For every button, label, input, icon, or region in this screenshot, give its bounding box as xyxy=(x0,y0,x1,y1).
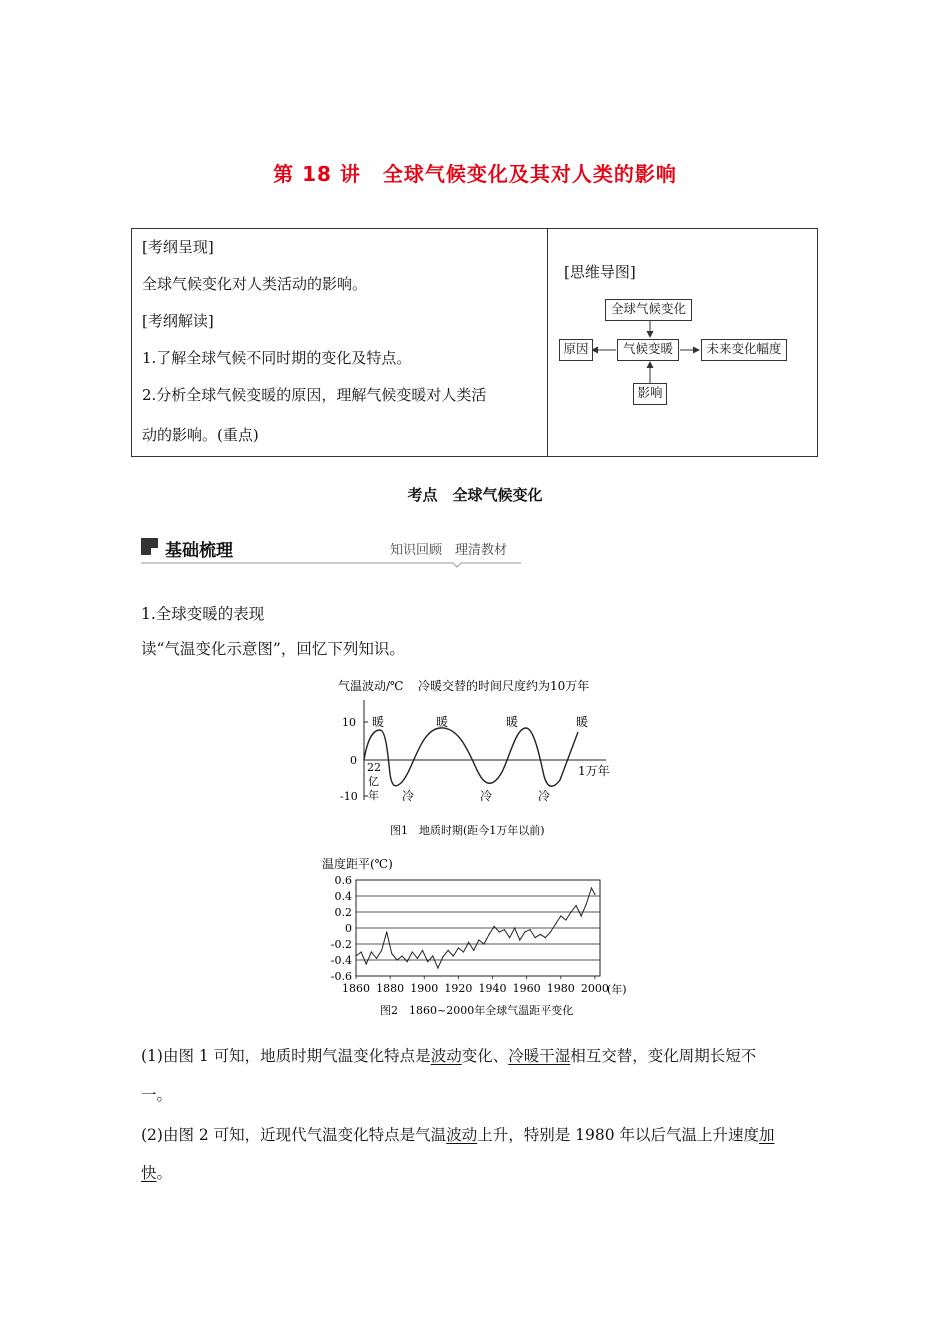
section-bar-tag: 知识回顾 理清教材 xyxy=(390,543,508,558)
fig2-data-point xyxy=(376,958,377,959)
fig1-title: 冷暖交替的时间尺度约为10万年 xyxy=(418,679,590,693)
fig2-data-point xyxy=(514,927,515,928)
page-title xyxy=(0,158,950,187)
fig2-data-point xyxy=(442,956,443,957)
fig2-xtick: 1900 xyxy=(410,982,439,995)
mindmap-node-bottom: 影响 xyxy=(633,383,667,405)
outline-item-2-line-2: 动的影响。(重点) xyxy=(142,426,259,444)
p2-answer-1: 波动 xyxy=(446,1126,478,1144)
fig2-data-point xyxy=(437,967,438,968)
fig2-data-point xyxy=(448,950,449,951)
fig2-caption: 图2 1860~2000年全球气温距平变化 xyxy=(380,1004,574,1017)
outline-table xyxy=(131,228,818,457)
fig2-data-point xyxy=(540,934,541,935)
figure-1-chart xyxy=(330,672,620,842)
fig2-xtick: 1920 xyxy=(444,982,473,995)
body-intro: 读“气温变化示意图”，回忆下列知识。 xyxy=(141,640,405,658)
fig2-data-point xyxy=(570,911,571,912)
fig2-xtick: 2000 xyxy=(580,982,609,995)
mindmap-node-top: 全球气候变化 xyxy=(605,299,692,321)
p1-answer-2: 冷暖干湿 xyxy=(508,1047,571,1065)
fig1-curve xyxy=(364,728,578,786)
fig2-data-point xyxy=(550,931,551,932)
fig1-cold-label: 冷 xyxy=(480,789,493,803)
fig2-data-point xyxy=(381,950,382,951)
title-main: 全球气候变化及其对人类的影响 xyxy=(382,162,677,186)
fig2-data-point xyxy=(535,937,536,938)
section-underline xyxy=(141,560,521,568)
fig2-ylabel: 温度距平(℃) xyxy=(322,857,393,871)
fig1-cold-label: 冷 xyxy=(402,789,415,803)
fig1-start-label: 亿 xyxy=(368,775,379,788)
fig2-data-point xyxy=(509,937,510,938)
fig1-start-label: 年 xyxy=(368,789,379,802)
figure-2-chart xyxy=(318,852,638,1024)
fig2-xtick: 1880 xyxy=(376,982,405,995)
mindmap-title: [思维导图] xyxy=(564,263,636,281)
fig2-data-point xyxy=(473,950,474,951)
fig1-xlabel: 1万年 xyxy=(578,764,610,778)
fig2-data-point xyxy=(529,929,530,930)
outline-heading-2: [考纲解读] xyxy=(142,312,214,330)
fig2-data-point xyxy=(396,959,397,960)
fig2-data-point xyxy=(488,934,489,935)
fig1-warm-label: 暖 xyxy=(506,715,519,729)
p1-text-c: 相互交替，变化周期长短不 xyxy=(570,1047,757,1065)
mindmap-node-center: 气候变暖 xyxy=(617,339,679,361)
fig2-data-point xyxy=(427,961,428,962)
fig2-data-point xyxy=(545,937,546,938)
fig2-data-point xyxy=(391,953,392,954)
fig2-xtick: 1940 xyxy=(478,982,507,995)
fig1-warm-label: 暖 xyxy=(576,715,589,729)
fig2-ytick: -0.4 xyxy=(330,954,352,967)
p1-text-b: 变化、 xyxy=(461,1047,509,1065)
fig2-data-point xyxy=(478,939,479,940)
fig2-data-point xyxy=(417,958,418,959)
paragraph-1 xyxy=(141,1044,756,1066)
fig2-data-point xyxy=(499,931,500,932)
outline-text-1: 全球气候变化对人类活动的影响。 xyxy=(142,275,368,293)
fig2-data-point xyxy=(504,929,505,930)
fig2-data-point xyxy=(494,926,495,927)
outline-item-1: 1.了解全球气候不同时期的变化及特点。 xyxy=(142,349,412,367)
outline-item-2-line-1: 2.分析全球气候变暖的原因，理解气候变暖对人类活 xyxy=(142,386,487,404)
paragraph-2-cont xyxy=(141,1161,172,1183)
fig2-data-point xyxy=(519,939,520,940)
fig2-xtick: 1980 xyxy=(546,982,575,995)
fig2-data-point xyxy=(412,951,413,952)
fig2-plot-area xyxy=(331,874,609,995)
fig2-data-point xyxy=(594,894,595,895)
fig1-ylabel: 气温波动/℃ xyxy=(338,679,404,693)
fig2-data-point xyxy=(371,951,372,952)
section-square-icon xyxy=(141,538,158,555)
fig2-ytick: 0 xyxy=(345,922,352,935)
fig2-ytick: -0.2 xyxy=(330,938,352,951)
fig2-data-point xyxy=(463,951,464,952)
fig2-data-point xyxy=(560,915,561,916)
p2-text-b: 上升，特别是 1980 年以后气温上升速度 xyxy=(477,1126,760,1144)
fig2-data-point xyxy=(524,931,525,932)
fig2-data-point xyxy=(432,955,433,956)
p2-text-a: (2)由图 2 可知，近现代气温变化特点是气温 xyxy=(141,1126,447,1144)
fig1-ytick: 0 xyxy=(350,754,357,767)
fig2-ytick: 0.2 xyxy=(334,906,352,919)
section-bar-title: 基础梳理 xyxy=(165,541,233,561)
fig2-data-point xyxy=(576,905,577,906)
fig2-xlabel: (年) xyxy=(607,983,627,996)
fig1-warm-label: 暖 xyxy=(436,715,449,729)
fig2-data-point xyxy=(483,943,484,944)
fig2-data-point xyxy=(453,955,454,956)
fig2-data-point xyxy=(422,950,423,951)
fig2-xtick: 1960 xyxy=(512,982,541,995)
p1-text-a: (1)由图 1 可知，地质时期气温变化特点是 xyxy=(141,1047,431,1065)
fig2-data-point xyxy=(591,887,592,888)
outline-heading-1: [考纲呈现] xyxy=(142,238,214,256)
p2-end: 。 xyxy=(156,1164,173,1182)
fig2-ytick: 0.6 xyxy=(334,874,352,887)
fig2-data-point xyxy=(468,942,469,943)
p2-answer-2a: 加 xyxy=(759,1126,775,1144)
paragraph-1-cont: 一。 xyxy=(141,1086,173,1104)
fig2-data-point xyxy=(355,955,356,956)
fig2-data-point xyxy=(581,915,582,916)
fig1-ytick: 10 xyxy=(342,716,356,729)
fig2-data-point xyxy=(555,923,556,924)
fig2-data-point xyxy=(586,903,587,904)
fig1-start-label: 22 xyxy=(367,761,381,774)
fig2-xtick: 1860 xyxy=(342,982,370,995)
title-prefix: 第 18 讲 xyxy=(273,162,361,186)
fig1-cold-label: 冷 xyxy=(538,789,551,803)
fig1-warm-label: 暖 xyxy=(372,715,385,729)
paragraph-2 xyxy=(141,1123,775,1145)
fig2-ytick: -0.6 xyxy=(330,970,352,983)
mindmap-node-right: 未来变化幅度 xyxy=(701,339,787,361)
fig2-data-point xyxy=(565,919,566,920)
fig2-data-point xyxy=(386,931,387,932)
fig2-data-point xyxy=(407,961,408,962)
p1-answer-1: 波动 xyxy=(430,1047,462,1065)
p2-answer-2b: 快 xyxy=(141,1164,157,1182)
fig2-data-point xyxy=(401,955,402,956)
mindmap-node-left: 原因 xyxy=(559,339,593,361)
fig2-data-point xyxy=(458,947,459,948)
fig2-ytick: 0.4 xyxy=(334,890,352,903)
fig2-data-point xyxy=(366,963,367,964)
fig1-ytick: -10 xyxy=(340,790,358,803)
section-heading: 考点 全球气候变化 xyxy=(407,486,543,504)
fig1-caption: 图1 地质时期(距今1万年以前) xyxy=(390,824,545,837)
body-heading-1: 1.全球变暖的表现 xyxy=(141,605,265,623)
fig2-data-point xyxy=(361,951,362,952)
